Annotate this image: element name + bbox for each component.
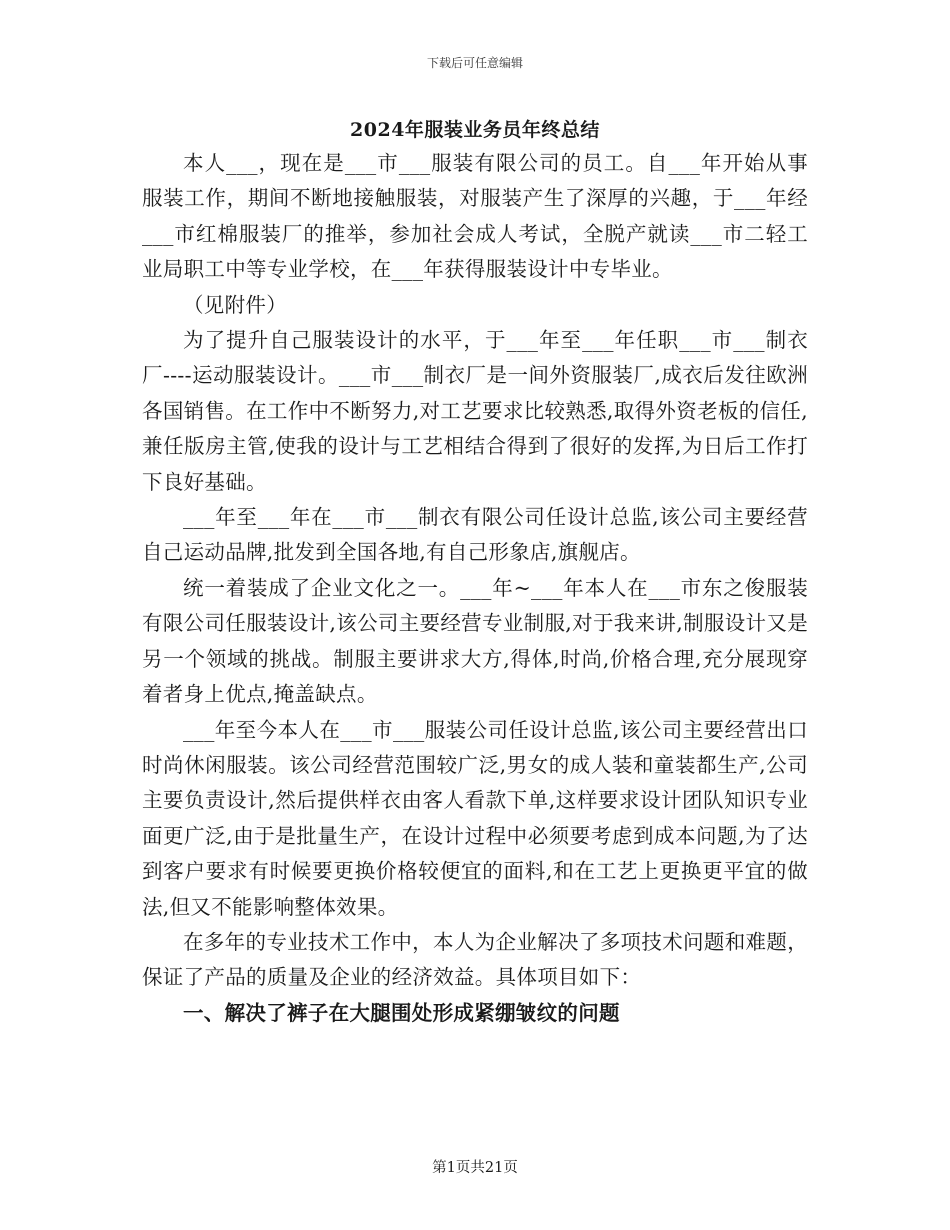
paragraph-attachment-note: （见附件） xyxy=(183,292,287,317)
paragraph-design-director: ___年至___年在___市___制衣有限公司任设计总监,该公司主要经营自己运动品牌,批发到全国各地,有自己形象店,旗舰店。 xyxy=(142,505,808,565)
paragraph-achievements: 在多年的专业技术工作中，本人为企业解决了多项技术问题和难题，保证了产品的质量及企业的经济效益。具体项目如下： xyxy=(142,929,808,990)
paragraph-current-role: ___年至今本人在___市___服装公司任设计总监,该公司主要经营出口时尚休闲服装。该公司经营范围较广泛,男女的成人装和童装都生产,公司主要负责设计,然后提供样衣由客人看款下单,这样要求设计团队知识专业面更广泛,由于是批量生产，在设计过程中必须要考虑到成本问题,为了达到客户要求有时候要更换价格较便宜的面料,和在工艺上更换更平宜的做法,但又不能影响整体效果。 xyxy=(142,717,808,919)
header-note: 下载后可任意编辑 xyxy=(426,56,523,70)
paragraph-intro: 本人___，现在是___市___服装有限公司的员工。自___年开始从事服装工作，期间不断地接触服装，对服装产生了深厚的兴趣，于___年经___市红棉服装厂的推举，参加社会成人考试，全脱产就读___市二轻工业局职工中等专业学校，在___年获得服装设计中专毕业。 xyxy=(142,151,808,282)
document-body xyxy=(142,146,808,1031)
page-footer: 第1页共21页 xyxy=(432,1160,518,1176)
document-title: 2024年服装业务员年终总结 xyxy=(350,119,600,141)
section-heading: 一、解决了裤子在大腿围处形成紧绷皱纹的问题 xyxy=(183,1000,620,1025)
paragraph-sportswear-design: 为了提升自己服装设计的水平，于___年至___年任职___市___制衣厂----运动服装设计。___市___制衣厂是一间外资服装厂,成衣后发往欧洲各国销售。在工作中不断努力,对工艺要求比较熟悉,取得外资老板的信任,兼任版房主管,使我的设计与工艺相结合得到了很好的发挥,为日后工作打下良好基础。 xyxy=(142,328,808,494)
paragraph-uniform-design: 统一着装成了企业文化之一。___年~___年本人在___市东之俊服装有限公司任服装设计,该公司主要经营专业制服,对于我来讲,制服设计又是另一个领域的挑战。制服主要讲求大方,得体,时尚,价格合理,充分展现穿着者身上优点,掩盖缺点。 xyxy=(142,575,808,707)
